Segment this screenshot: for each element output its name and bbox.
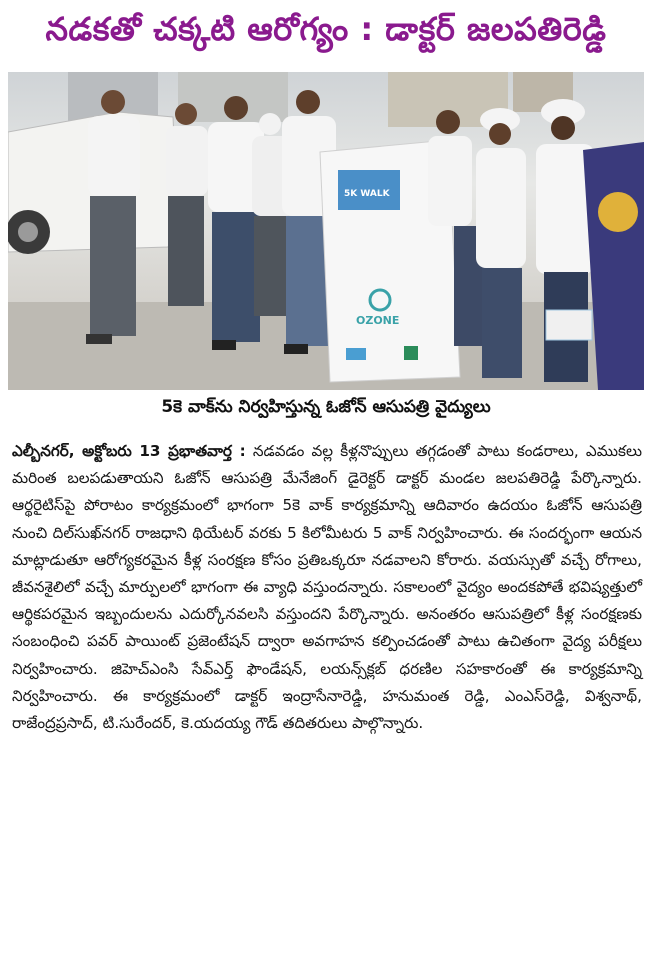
article-body bbox=[12, 438, 642, 737]
photo-caption: 5కె వాక్‌ను నిర్వహిస్తున్న ఓజోన్ ఆసుపత్రి వైద్యులు bbox=[161, 397, 491, 417]
article-text: నడవడం వల్ల కీళ్లనొప్పులు తగ్గడంతో పాటు కండరాలు, ఎముకలు మరింత బలపడుతాయని ఓజోన్ ఆసుపత్రి మేనేజింగ్ డైరెక్టర్ డాక్టర్ మండల జలపతిరెడ్డి పేర్కొన్నారు. ఆర్థరైటిస్‌పై పోరాటం కార్యక్రమంలో భాగంగా 5కె వాక్ కార్యక్రమాన్ని ఆదివారం ఉదయం ఓజోన్ ఆసుపత్రి నుంచి దిల్‌సుఖ్‌నగర్ రాజధాని థియేటర్ వరకు 5 కిలోమీటరు 5 వాక్ నిర్వహించారు. ఈ సందర్భంగా ఆయన మాట్లాడుతూ ఆరోగ్యకరమైన కీళ్ల సంరక్షణ కోసం ప్రతిఒక్కరూ నడవాలని కోరారు. వయస్సుతో వచ్చే రోగాలు, జీవనశైలిలో వచ్చే మార్పులలో భాగంగా ఈ వ్యాధి వస్తుందన్నారు. సకాలంలో వైద్యం అందకపోతే భవిష్యత్తులో ఆర్థికపరమైన ఇబ్బందులను ఎదుర్కోనవలసి వస్తుందని పేర్కొన్నారు. అనంతరం ఆసుపత్రిలో కీళ్ల సంరక్షణకు సంబంధించి పవర్ పాయింట్ ప్రజెంటేషన్ ద్వారా అవగాహన కల్పించడంతో పాటు ఉచితంగా వైద్య పరీక్షలు నిర్వహించారు. జిహెచ్ఎంసి సేవ్‌ఎర్త్ ఫౌండేషన్, లయన్స్‌క్లబ్ ధరణిల సహకారంతో ఈ కార్యక్రమాన్ని నిర్వహించారు. ఈ కార్యక్రమంలో డాక్టర్ ఇంద్రాసేనారెడ్డి, హనుమంత రెడ్డి, ఎంఎస్‌రెడ్డి, విశ్వనాథ్, రాజేంద్రప్రసాద్, టి.సురేందర్, కె.యదయ్య గౌడ్ తదితరులు పాల్గొన్నారు. bbox=[12, 442, 643, 733]
banner-title: 5K WALK bbox=[344, 189, 390, 199]
headline: నడకతో చక్కటి ఆరోగ్యం : డాక్టర్ జలపతిరెడ్డి bbox=[45, 10, 607, 48]
article-dateline: ఎల్బీనగర్, అక్టోబరు 13 ప్రభాతవార్త : bbox=[12, 442, 246, 460]
banner-logo: OZONE bbox=[356, 314, 400, 327]
walk-scene-illustration bbox=[8, 72, 644, 390]
news-photo bbox=[8, 72, 644, 390]
